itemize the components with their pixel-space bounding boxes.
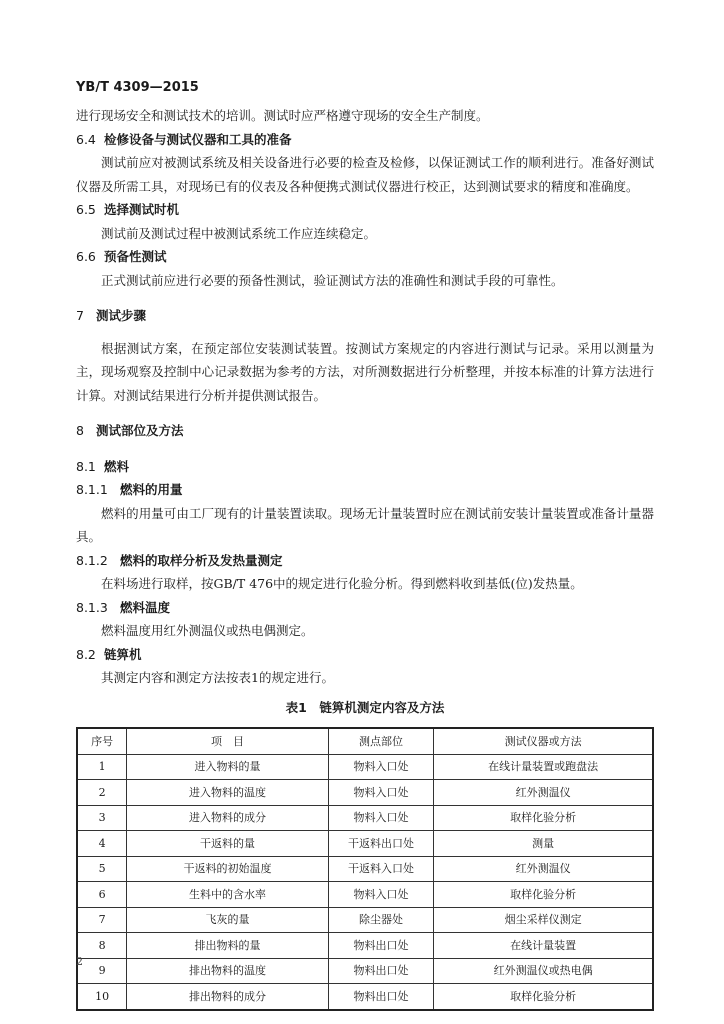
table-cell: 排出物料的量 (127, 933, 328, 959)
section-8-1-3-heading (76, 596, 654, 620)
section-6-6-text: 正式测试前应进行必要的预备性测试，验证测试方法的准确性和测试手段的可靠性。 (101, 272, 564, 288)
table-cell: 进入物料的量 (127, 754, 328, 780)
section-title: 链箅机 (104, 646, 142, 662)
table-cell: 飞灰的量 (127, 907, 328, 933)
section-6-5-text: 测试前及测试过程中被测试系统工作应连续稳定。 (101, 225, 377, 241)
header-cell: 测试仪器或方法 (434, 728, 653, 754)
table-cell: 物料入口处 (328, 805, 434, 831)
table-row (77, 933, 653, 959)
table-cell: 干返料的初始温度 (127, 856, 328, 882)
section-8-1-1-text: 燃料的用量可由工厂现有的计量装置读取。现场无计量装置时应在测试前安装计量装置或准备计量器具。 (76, 505, 654, 544)
table-caption: 表1 链箅机测定内容及方法 (285, 699, 445, 715)
section-number: 8.1.1 (76, 482, 108, 497)
section-title: 测试步骤 (96, 308, 147, 323)
table-cell: 取样化验分析 (434, 882, 653, 908)
header-cell: 序号 (77, 728, 127, 754)
section-8-1-1-heading (76, 478, 654, 502)
table-cell: 在线计量装置 (434, 933, 653, 959)
section-number: 6.5 (76, 202, 96, 217)
table-cell: 5 (77, 856, 127, 882)
table-cell: 排出物料的成分 (127, 984, 328, 1010)
table-cell: 物料出口处 (328, 958, 434, 984)
table-cell: 7 (77, 907, 127, 933)
section-title: 预备性测试 (104, 249, 167, 264)
table-cell: 干返料出口处 (328, 831, 434, 857)
table-cell: 生料中的含水率 (127, 882, 328, 908)
section-title: 检修设备与测试仪器和工具的准备 (104, 131, 292, 147)
measurement-table (76, 727, 654, 1011)
section-number: 6.4 (76, 131, 96, 147)
section-title: 测试部位及方法 (96, 423, 184, 438)
section-8-1-2-heading (76, 549, 654, 573)
section-6-4-text: 测试前应对被测试系统及相关设备进行必要的检查及检修，以保证测试工作的顺利进行。准备好测试仪器及所需工具，对现场已有的仪表及各种便携式测试仪器进行校正，达到测试要求的精度和准确度。 (76, 155, 654, 194)
section-7-heading (76, 304, 654, 328)
table-cell: 8 (77, 933, 127, 959)
section-number: 8 (76, 423, 84, 438)
section-8-2-text: 其测定内容和测定方法按表1的规定进行。 (101, 670, 334, 685)
section-number: 6.6 (76, 249, 96, 264)
table-cell: 取样化验分析 (434, 805, 653, 831)
document-body (76, 104, 654, 1011)
table-row (77, 831, 653, 857)
section-6-6-heading (76, 245, 654, 269)
table-row (77, 856, 653, 882)
table-cell: 在线计量装置或跑盘法 (434, 754, 653, 780)
section-title: 选择测试时机 (104, 202, 180, 217)
table-cell: 进入物料的成分 (127, 805, 328, 831)
table-row (77, 754, 653, 780)
table-cell: 物料入口处 (328, 882, 434, 908)
table-cell: 烟尘采样仪测定 (434, 907, 653, 933)
section-number: 8.1.3 (76, 599, 108, 615)
section-title: 燃料的取样分析及发热量测定 (120, 552, 283, 568)
section-number: 8.1 (76, 458, 96, 474)
table-cell: 1 (77, 754, 127, 780)
section-8-1-heading (76, 455, 654, 479)
table-row (77, 907, 653, 933)
table-cell: 物料入口处 (328, 754, 434, 780)
table-cell: 物料出口处 (328, 933, 434, 959)
section-title: 燃料温度 (120, 599, 171, 615)
table-row (77, 984, 653, 1010)
section-title: 燃料 (104, 458, 130, 474)
table-header-row (77, 728, 653, 754)
table-cell: 物料入口处 (328, 780, 434, 806)
table-cell: 测量 (434, 831, 653, 857)
table-cell: 取样化验分析 (434, 984, 653, 1010)
header-cell: 项 目 (127, 728, 328, 754)
section-8-2-heading (76, 643, 654, 667)
table-row (77, 805, 653, 831)
table-row (77, 882, 653, 908)
standard-number: YB/T 4309—2015 (76, 80, 199, 95)
table-cell: 物料出口处 (328, 984, 434, 1010)
table-cell: 2 (77, 780, 127, 806)
section-title: 燃料的用量 (120, 482, 183, 497)
table-cell: 红外测温仪或热电偶 (434, 958, 653, 984)
section-number: 7 (76, 308, 84, 323)
section-8-1-2-text: 在料场进行取样，按GB/T 476中的规定进行化验分析。得到燃料收到基低(位)发热量。 (101, 576, 583, 591)
header-cell: 测点部位 (328, 728, 434, 754)
table-cell: 4 (77, 831, 127, 857)
table-cell: 排出物料的温度 (127, 958, 328, 984)
intro-line: 进行现场安全和测试技术的培训。测试时应严格遵守现场的安全生产制度。 (76, 108, 489, 123)
table-cell: 9 (77, 958, 127, 984)
section-number: 8.2 (76, 646, 96, 662)
page-number: 2 (76, 955, 83, 968)
table-cell: 3 (77, 805, 127, 831)
table-cell: 除尘器处 (328, 907, 434, 933)
table-cell: 红外测温仪 (434, 856, 653, 882)
section-7-text: 根据测试方案，在预定部位安装测试装置。按测试方案规定的内容进行测试与记录。采用以测量为主，现场观察及控制中心记录数据为参考的方法，对所测数据进行分析整理，并按本标准的计算方法进行计算。对测试结果进行分析并提供测试报告。 (76, 340, 654, 403)
table-row (77, 958, 653, 984)
table-row (77, 780, 653, 806)
table-cell: 6 (77, 882, 127, 908)
section-6-5-heading (76, 198, 654, 222)
section-8-heading (76, 419, 654, 443)
section-8-1-3-text: 燃料温度用红外测温仪或热电偶测定。 (101, 623, 314, 638)
section-number: 8.1.2 (76, 552, 108, 568)
section-6-4-heading (76, 128, 654, 152)
table-cell: 10 (77, 984, 127, 1010)
table-cell: 干返料入口处 (328, 856, 434, 882)
table-cell: 红外测温仪 (434, 780, 653, 806)
table-cell: 进入物料的温度 (127, 780, 328, 806)
table-cell: 干返料的量 (127, 831, 328, 857)
